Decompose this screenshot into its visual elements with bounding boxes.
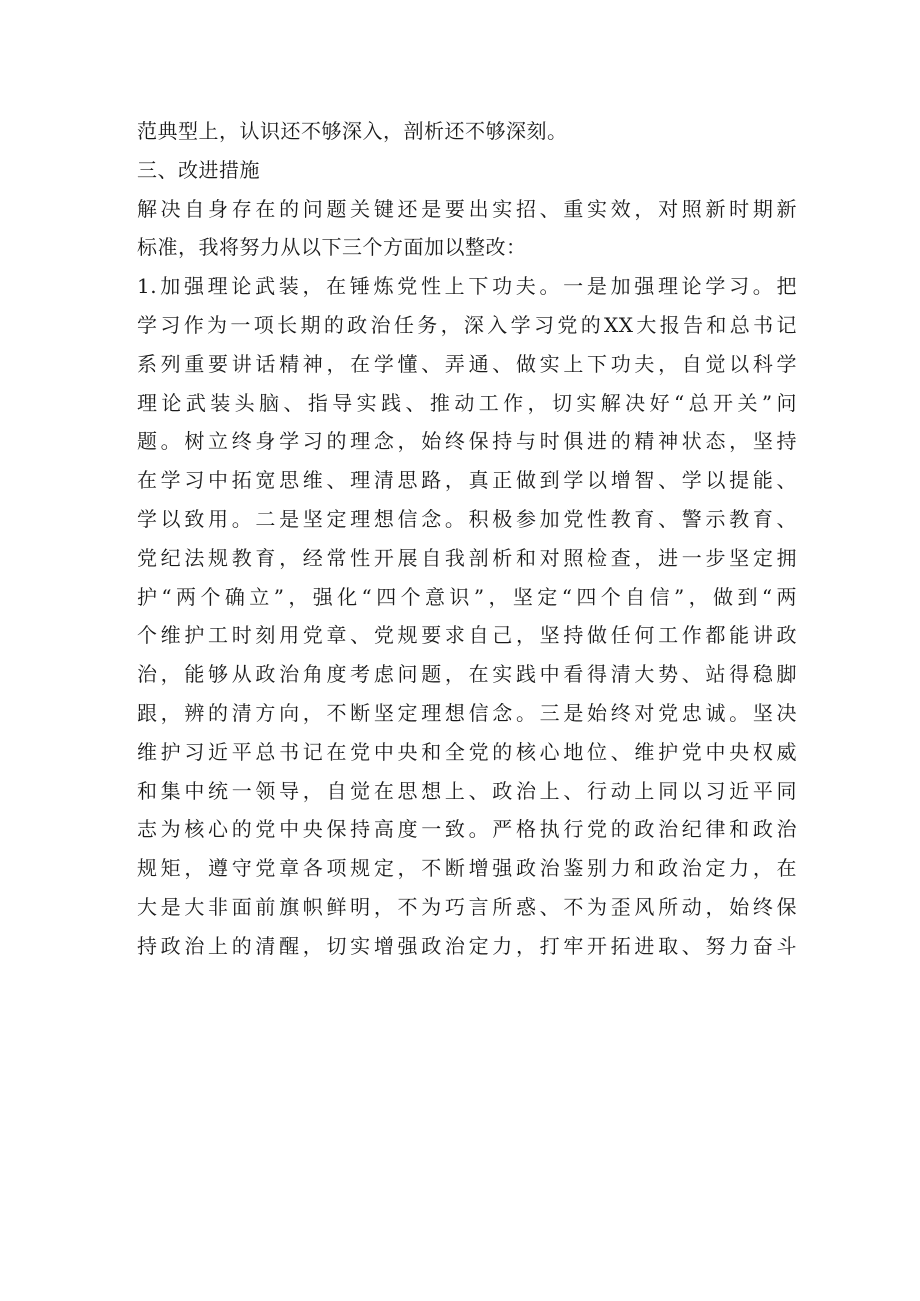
document-body [137,112,797,966]
text-line: 持政治上的清醒，切实增强政治定力，打牢开拓进取、努力奋斗 [137,933,797,958]
text-line: 党纪法规教育，经常性开展自我剖析和对照检查，进一步坚定拥 [137,545,797,570]
text-line: 理论武装头脑、指导实践、推动工作，切实解决好“总开关”问 [137,390,797,415]
text-line: 学以致用。二是坚定理想信念。积极参加党性教育、警示教育、 [137,506,797,531]
text-line: 大是大非面前旗帜鲜明，不为巧言所惑、不为歪风所动，始终保 [137,894,797,919]
text-line: 治，能够从政治角度考虑问题，在实践中看得清大势、站得稳脚 [137,662,797,687]
text-line: 志为核心的党中央保持高度一致。严格执行党的政治纪律和政治 [137,817,797,842]
text-line: 题。树立终身学习的理念，始终保持与时俱进的精神状态，坚持 [137,429,797,454]
text-line: 解决自身存在的问题关键还是要出实招、重实效，对照新时期新 [137,196,797,221]
section-heading: 三、改进措施 [137,157,260,182]
text-line: 标准，我将努力从以下三个方面加以整改： [137,235,527,260]
text-line: 系列重要讲话精神，在学懂、弄通、做实上下功夫，自觉以科学 [137,351,797,376]
text-line: 规矩，遵守党章各项规定，不断增强政治鉴别力和政治定力，在 [137,856,797,881]
text-line: 护“两个确立”，强化“四个意识”，坚定“四个自信”，做到“两 [137,584,797,609]
text-line: 跟，辨的清方向，不断坚定理想信念。三是始终对党忠诚。坚决 [137,700,797,725]
text-line: 学习作为一项长期的政治任务，深入学习党的XX大报告和总书记 [137,312,797,337]
text-line: 在学习中拓宽思维、理清思路，真正做到学以增智、学以提能、 [137,468,797,493]
text-line: 范典型上，认识还不够深入，剖析还不够深刻。 [137,119,568,143]
text-line: 和集中统一领导，自觉在思想上、政治上、行动上同以习近平同 [137,778,797,803]
text-line: 维护习近平总书记在党中央和全党的核心地位、维护党中央权威 [137,739,797,764]
text-line: 1.加强理论武装，在锤炼党性上下功夫。一是加强理论学习。把 [137,274,797,299]
text-line: 个维护工时刻用党章、党规要求自己，坚持做任何工作都能讲政 [137,623,797,648]
